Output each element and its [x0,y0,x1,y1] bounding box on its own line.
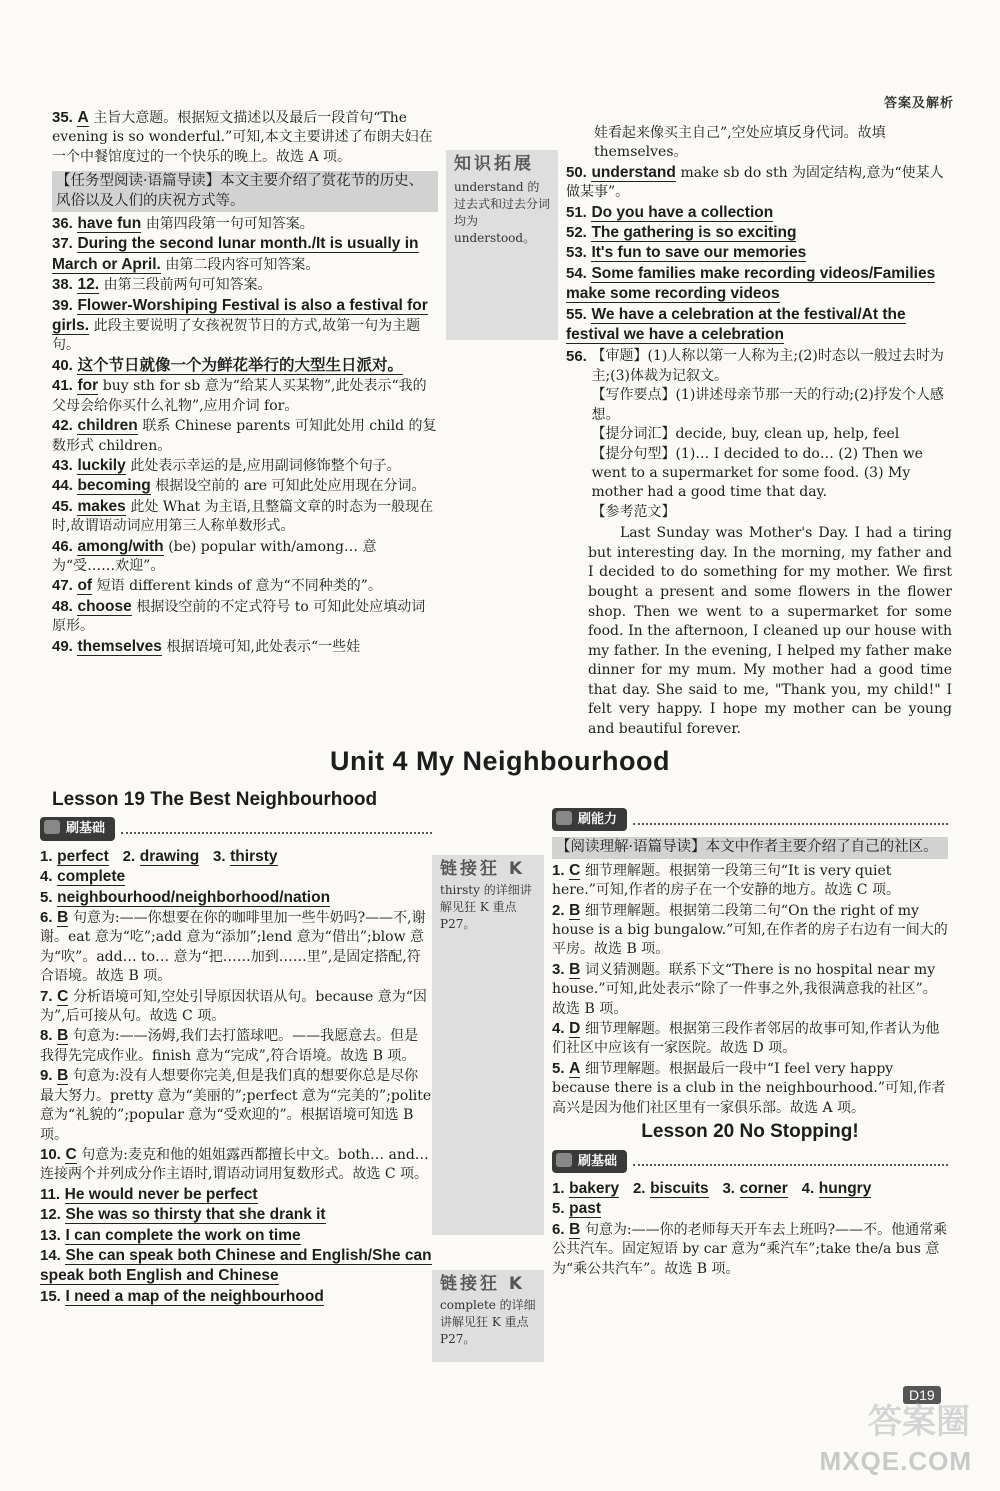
link-box-complete [432,1270,544,1362]
explanation-text: 句意为:——你的老师每天开车去上班吗?——不。他通常乘公共汽车。固定短语 by car 意为“乘汽车”;take the/a bus 意为“乘公共汽车”。故选 B 项。 [552,1221,948,1277]
item-number: 4. [40,868,53,886]
continued-explanation: 娃看起来像买主自己”,空处应填反身代词。故填 themselves。 [594,125,886,161]
explanation-text: 此段主要说明了女孩祝贺节日的方式,故第一句为主题句。 [52,318,421,354]
item-number: 15. [40,1287,61,1305]
answer-item [566,264,952,305]
answer-row [40,847,432,867]
answer-item [552,1019,948,1059]
answer-text: B [57,1067,69,1085]
answer-item [52,275,438,295]
item-number: 4. [801,1179,815,1197]
answer-item [566,223,952,243]
item-number: 39. [52,296,73,314]
answer-item [52,476,438,496]
unit-title: Unit 4 My Neighbourhood [330,746,670,776]
explanation-text: 联系 Chinese parents 可知此处用 child 的复数形式 children。 [52,418,437,454]
item-number: 2. [632,1179,646,1197]
answer-text: themselves [77,637,162,655]
side-box-title: 知识拓展 [454,154,534,174]
link-box-thirsty [432,855,544,1235]
dotted-divider [121,824,432,834]
answer-item [52,356,438,376]
answer-text: During the second lunar month./It is usually in March or April. [52,235,419,273]
answer-text: luckily [77,456,126,474]
item-number: 47. [52,577,73,595]
answer-text: corner [739,1179,788,1197]
explanation-text: 根据设空前的不定式符号 to 可知此处应填动词原形。 [52,598,426,635]
answer-item [40,987,432,1027]
item-number: 3. [552,960,565,978]
answer-item [566,305,952,346]
left-bottom-column [40,790,432,1307]
answer-text: B [569,901,581,919]
answer-text: We have a celebration at the festival/At the festival we have a celebration [566,305,906,344]
answer-item [52,234,438,275]
answer-text: B [569,1220,581,1238]
item-number: 44. [52,477,73,495]
explanation-text: 短语 different kinds of 意为“不同种类的”。 [96,578,382,595]
item-number: 40. [52,356,73,374]
explanation-text: 此处 What 为主语,且整篇文章的时态为一般现在时,故谓语动词应用第三人称单数形式。 [52,498,434,535]
item-number: 6. [552,1220,565,1238]
answer-text: Flower-Worshiping Festival is also a festival for girls. [52,296,428,335]
item-number: 2. [122,847,136,865]
answer-text: have fun [77,215,142,233]
answer-item [552,1059,948,1118]
answer-item [52,416,438,456]
answer-text: A [569,1059,581,1077]
answer-text: He would never be perfect [64,1185,258,1203]
answer-text: A [77,109,89,126]
side-box-title: 链接狂 K [440,859,526,879]
section-tag-row [40,817,432,840]
answer-item [52,456,438,476]
answer-list [552,861,948,1118]
explanation-text: 根据设空前的 are 可知此处应用现在分词。 [155,478,426,495]
side-box-title: 链接狂 K [440,1274,526,1294]
answer-list [40,867,432,1185]
item-number: 1. [552,861,565,879]
writing-guide-line: 【提分句型】(1)… I decided to do… (2) Then we went to a supermarket for some food. (3) My mother had a good time that day. [591,445,923,501]
answer-item [52,637,438,657]
item-number: 9. [40,1067,53,1085]
item-number: 3. [722,1179,735,1197]
answer-item [52,497,438,537]
basic-practice-tag: 刷基础 [40,817,115,840]
answer-text: It's fun to save our memories [591,244,807,262]
item-number: 13. [40,1226,61,1244]
answer-text: B [57,909,69,927]
answer-text: of [77,577,93,595]
item-number: 35. [52,109,73,126]
item-number: 5. [552,1200,565,1218]
answer-item [40,908,432,987]
item-number: 49. [52,637,73,655]
item-number: 45. [52,497,73,515]
knowledge-expansion-box [446,150,558,340]
explanation-text: 细节理解题。根据第二段第二句“On the right of my house is a big bungalow.”可知,在作者的房子右边有一间大的平房。故选 B 项。 [552,902,948,958]
item-number: 5. [40,888,53,906]
answer-text: C [569,861,581,879]
answer-item [52,376,438,416]
explanation-text: buy sth for sb 意为“给某人买某物”,此处表示“我的父母会给你买什么礼物”,应用介词 for。 [52,378,427,414]
answer-item [40,1287,432,1307]
item-number: 54. [566,264,587,282]
item-number: 37. [52,235,73,253]
answer-text: makes [77,497,126,515]
explanation-text: 细节理解题。根据第三段作者邻居的故事可知,作者认为他们社区中应该有一家医院。故选 D 项。 [552,1021,940,1057]
answer-text: neighbourhood/neighborhood/nation [57,888,331,906]
explanation-text: 句意为:麦克和他的姐姐露西都擅长中文。both… and… 连接两个并列成分作主语时,谓语动词用复数形式。故选 C 项。 [40,1146,429,1183]
left-top-column [52,108,438,657]
item-number: 36. [52,215,73,233]
answer-text: B [57,1027,69,1045]
lesson-19-title: Lesson 19 The Best Neighbourhood [52,789,378,810]
answer-text: I can complete the work on time [65,1226,301,1244]
answer-text: C [65,1145,77,1163]
answer-text: 这个节日就像一个为鲜花举行的大型生日派对。 [77,356,403,374]
item-number: 3. [213,847,226,865]
answer-text: She can speak both Chinese and English/She can speak both English and Chinese [40,1246,432,1285]
explanation-text: 由第三段前两句可知答案。 [103,277,272,294]
answer-text: The gathering is so exciting [591,224,797,242]
item-number: 6. [40,909,53,927]
writing-guide [591,347,947,522]
item-number: 5. [552,1059,565,1077]
reading-guide-banner: 【任务型阅读·语篇导读】本文主要介绍了赏花节的历史、风俗以及人们的庆祝方式等。 [52,171,438,212]
side-box-text: understand 的过去式和过去分词均为 understood。 [454,180,551,245]
answer-text: becoming [77,477,151,495]
answer-text: thirsty [230,847,278,865]
answer-item-56 [566,347,952,522]
answer-item [40,1185,432,1205]
section-tag-row [552,1150,948,1173]
explanation-text: 主旨大意题。根据短文描述以及最后一段首句“The evening is so wonderful.”可知,本文主要讲述了布朗夫妇在一个中餐馆度过的一个快乐的晚上。故选 A 项。 [52,110,433,165]
watermark-logo: 答案圈 [868,1402,970,1442]
item-number: 8. [40,1027,53,1045]
answer-text: past [569,1200,601,1218]
answer-text: Some families make recording videos/Families make some recording videos [566,264,936,303]
answer-item [40,1226,432,1246]
explanation-text: (be) popular with/among… 意为“受……欢迎”。 [52,538,377,574]
page-number: D19 [903,1386,941,1404]
answer-item [40,888,432,908]
right-bottom-column [552,800,948,1279]
lesson-20-title: Lesson 20 No Stopping! [641,1121,859,1143]
ability-practice-tag: 刷能力 [552,808,627,831]
answer-item [552,1199,948,1219]
answer-text: She was so thirsty that she drank it [65,1206,326,1224]
answer-item [40,1145,432,1185]
explanation-text: 分析语境可知,空处引导原因状语从句。because 意为“因为”,后可接从句。故选 C 项。 [40,988,427,1025]
answer-item [40,1026,432,1066]
item-number: 14. [40,1246,61,1264]
answer-item [40,1246,432,1287]
answer-text: among/with [77,537,164,555]
answer-list [40,1185,432,1307]
basic-practice-tag: 刷基础 [552,1150,627,1173]
answer-item [566,203,952,223]
answer-item [552,960,948,1019]
answer-text: hungry [818,1179,872,1197]
answer-text: D [569,1020,581,1038]
dotted-divider [633,815,948,825]
item-number: 2. [552,901,565,919]
answer-text: Do you have a collection [591,203,774,221]
answer-list [566,163,952,346]
watermark-text: MXQE.COM [819,1446,972,1476]
answer-text: C [57,987,69,1005]
answer-item [566,163,952,203]
explanation-text: 句意为:没有人想要你完美,但是我们真的想要你总是尽你最大努力。pretty 意为“美丽的”;perfect 意为“完美的”;polite 意为“礼貌的”;popular 意为“受欢迎的”。根据语境可知选 B 项。 [40,1068,432,1143]
item-number: 12. [40,1206,61,1224]
answer-item [40,1066,432,1145]
explanation-text: 词义猜测题。联系下文“There is no hospital near my house.”可知,此处表示“除了一件事之外,我很满意我的社区”。故选 B 项。 [552,961,937,1017]
explanation-text: 细节理解题。根据第一段第三句“It is very quiet here.”可知,作者的房子在一个安静的地方。故选 C 项。 [552,862,900,899]
explanation-text: 句意为:——你想要在你的咖啡里加一些牛奶吗?——不,谢谢。eat 意为“吃”;add 意为“添加”;lend 意为“借出”;blow 意为“吹”。add… to… 意为“把……加到……里”,是固定搭配,符合语境。故选 B 项。 [40,910,426,985]
answer-list [552,1199,948,1279]
item-number: 52. [566,224,587,242]
explanation-text: 由第二段内容可知答案。 [165,256,320,273]
answer-item [552,1220,948,1279]
answer-item [52,296,438,356]
answer-item [52,214,438,234]
answer-text: children [77,417,138,435]
answer-text: 12. [77,276,100,294]
item-number: 42. [52,417,73,435]
reading-guide-banner: 【阅读理解·语篇导读】本文中作者主要介绍了自己的社区。 [552,837,948,858]
answer-item [552,901,948,960]
answer-text: choose [77,597,132,615]
right-top-column [566,124,952,740]
item-number: 51. [566,203,587,221]
answer-text: bakery [569,1179,620,1197]
answer-text: perfect [57,847,109,865]
writing-guide-line: 【参考范文】 [591,503,676,520]
item-number: 7. [40,987,53,1005]
explanation-text: 细节理解题。根据最后一段中“I feel very happy because there is a club in the neighbourhood.”可知,作者高兴是因为他们社区里有一家俱乐部。故选 A 项。 [552,1060,946,1116]
item-number: 48. [52,597,73,615]
answer-text: drawing [139,847,200,865]
answer-text: B [569,960,581,978]
answer-text: complete [57,868,126,886]
answer-item [52,108,438,167]
answer-item [52,576,438,596]
model-essay: Last Sunday was Mother's Day. I had a tiring but interesting day. In the morning, my father and I decided to do something for my mother. We first bought a present and some flowers in the flower shop. Then we went to a supermarket for some food. In the afternoon, I cleaned up our house with my father. In the evening, I helped my father make dinner for my mum. My mother had a good time that day. She said to me, "Thank you, my child!" I felt very happy. I hope my mother can be young and beautiful forever. [588,525,952,738]
explanation-text: make sb do sth 为固定结构,意为“使某人做某事”。 [566,164,944,201]
item-number: 50. [566,163,587,181]
answer-item [40,867,432,887]
explanation-text: 由第四段第一句可知答案。 [145,216,314,233]
explanation-text: 根据语境可知,此处表示“一些娃 [166,638,361,655]
item-number: 1. [40,847,53,865]
side-box-text: complete 的详细讲解见狂 K 重点 P27。 [440,1298,536,1346]
item-number: 53. [566,244,587,262]
item-number: 46. [52,537,73,555]
answer-text: biscuits [650,1179,709,1197]
explanation-text: 句意为:——汤姆,我们去打篮球吧。——我愿意去。但是我得先完成作业。finish 意为“完成”,符合语境。故选 B 项。 [40,1028,419,1064]
answer-item [552,861,948,901]
answer-text: I need a map of the neighbourhood [65,1287,324,1305]
writing-guide-line: 【写作要点】(1)讲述母亲节那一天的行动;(2)抒发个人感想。 [591,387,944,423]
item-number: 43. [52,456,73,474]
item-number: 41. [52,377,73,395]
dotted-divider [633,1156,948,1166]
item-number: 38. [52,276,73,294]
answer-item [40,1205,432,1225]
answer-item [566,243,952,263]
answer-row [552,1179,948,1199]
answer-item [52,597,438,637]
answer-text: for [77,377,99,395]
item-number: 1. [552,1179,565,1197]
side-box-text: thirsty 的详细讲解见狂 K 重点 P27。 [440,883,532,931]
writing-guide-line: 【提分词汇】decide, buy, clean up, help, feel [591,426,900,443]
item-number: 56. [566,348,587,366]
page-header: 答案及解析 [883,96,954,111]
item-number: 10. [40,1145,61,1163]
answer-text: understand [591,163,676,181]
explanation-text: 此处表示幸运的是,应用副词修饰整个句子。 [130,457,401,474]
section-tag-row [552,808,948,831]
item-number: 11. [40,1185,61,1203]
item-number: 55. [566,305,587,323]
item-number: 4. [552,1020,565,1038]
answer-item [52,537,438,577]
writing-guide-line: 【审题】(1)人称以第一人称为主;(2)时态以一般过去时为主;(3)体裁为记叙文。 [591,348,944,384]
